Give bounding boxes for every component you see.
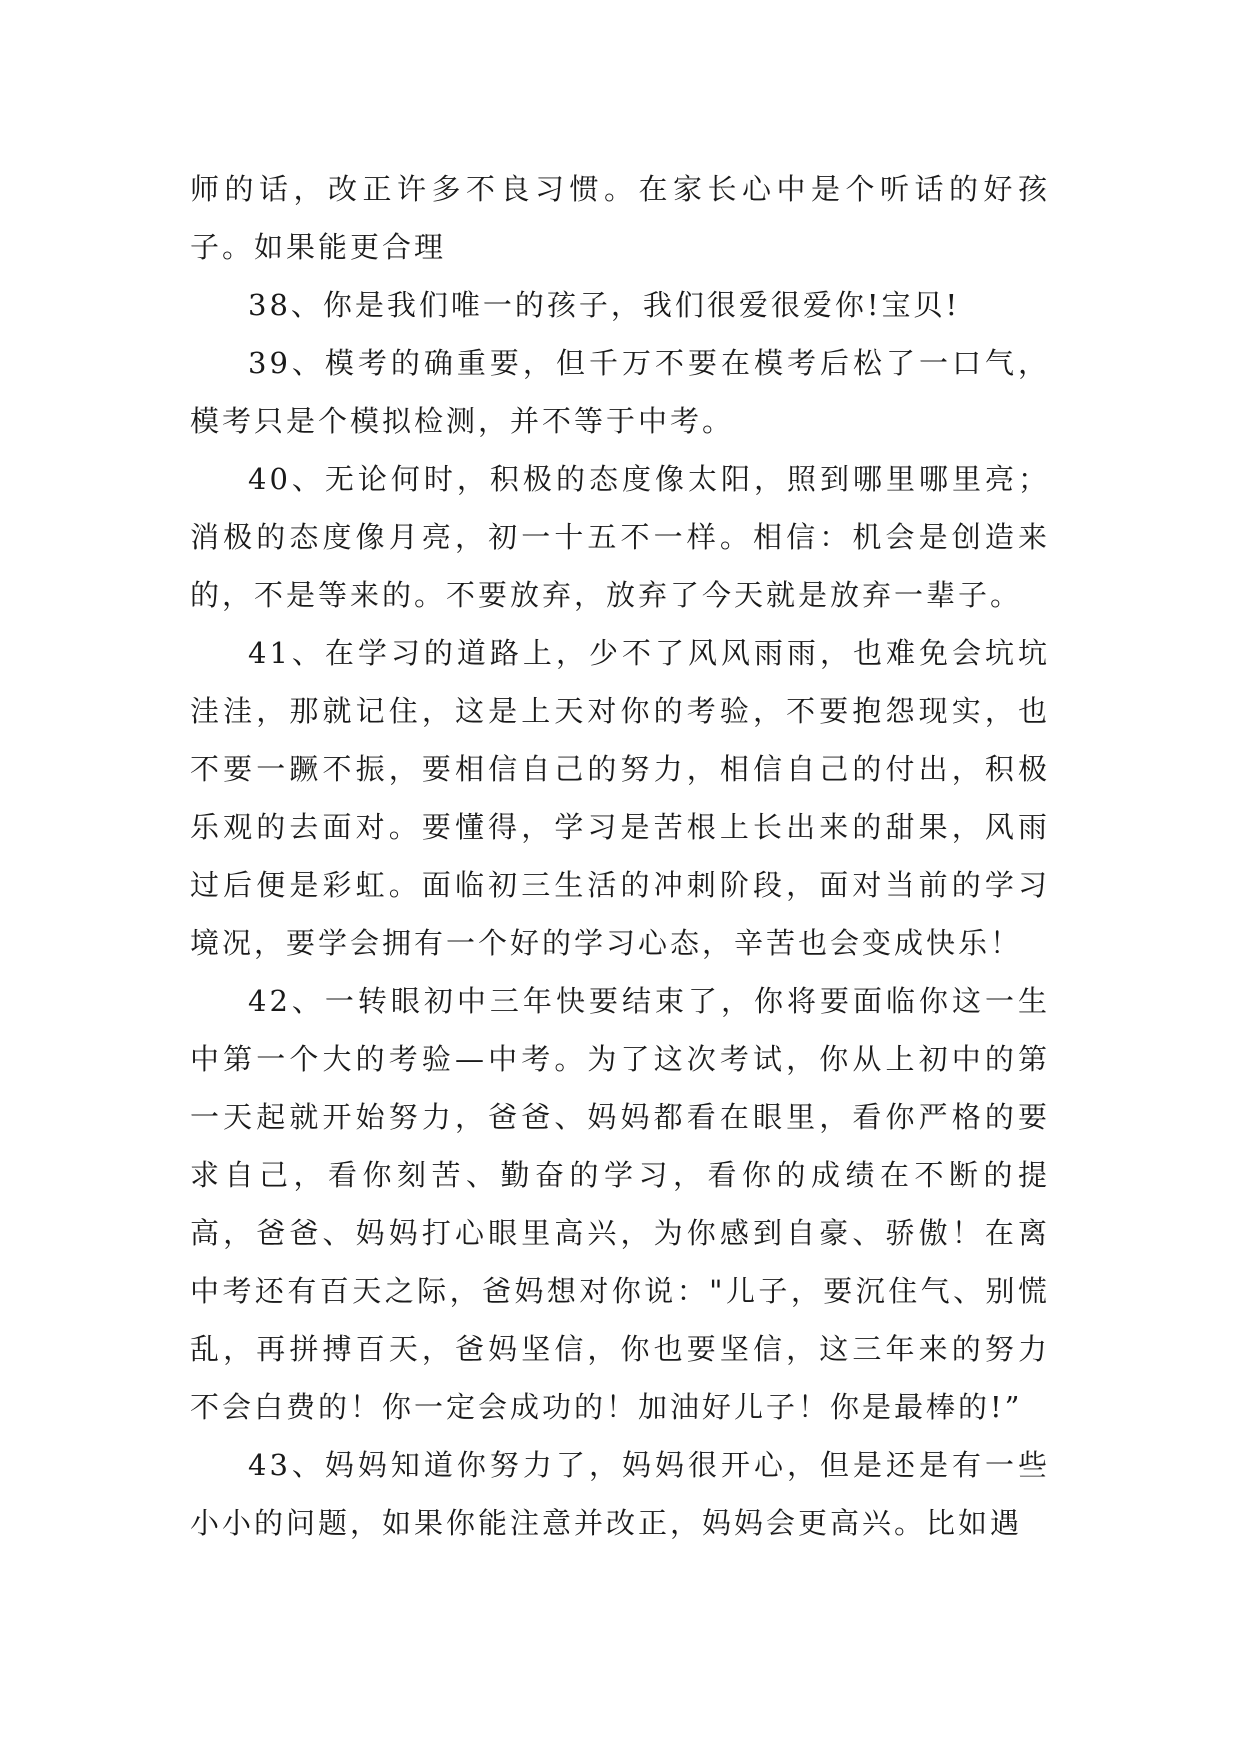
paragraph-38: 38、你是我们唯一的孩子，我们很爱很爱你!宝贝! <box>248 288 961 322</box>
paragraph-42: 42、一转眼初中三年快要结束了，你将要面临你这一生中第一个大的考验—中考。为了这次考试，你从上初中的第一天起就开始努力，爸爸、妈妈都看在眼里，看你严格的要求自己，看你刻苦、勤奋的学习，看你的成绩在不断的提高，爸爸、妈妈打心眼里高兴，为你感到自豪、骄傲！在离中考还有百天之际，爸妈想对你说："儿子，要沉住气、别慌乱，再拼搏百天，爸妈坚信，你也要坚信，这三年来的努力不会白费的！你一定会成功的！加油好儿子！你是最棒的!” <box>190 984 1050 1424</box>
paragraph-43: 43、妈妈知道你努力了，妈妈很开心，但是还是有一些小小的问题，如果你能注意并改正，妈妈会更高兴。比如遇 <box>190 1448 1050 1540</box>
paragraph-continuation: 师的话，改正许多不良习惯。在家长心中是个听话的好孩子。如果能更合理 <box>190 172 1050 264</box>
paragraph-41: 41、在学习的道路上，少不了风风雨雨，也难免会坑坑洼洼，那就记住，这是上天对你的考验，不要抱怨现实，也不要一蹶不振，要相信自己的努力，相信自己的付出，积极乐观的去面对。要懂得，学习是苦根上长出来的甜果，风雨过后便是彩虹。面临初三生活的冲刺阶段，面对当前的学习境况，要学会拥有一个好的学习心态，辛苦也会变成快乐！ <box>190 636 1050 960</box>
document-body <box>190 160 1050 1552</box>
paragraph-40: 40、无论何时，积极的态度像太阳，照到哪里哪里亮；消极的态度像月亮，初一十五不一样。相信：机会是创造来的，不是等来的。不要放弃，放弃了今天就是放弃一辈子。 <box>190 462 1050 612</box>
paragraph-39: 39、模考的确重要，但千万不要在模考后松了一口气，模考只是个模拟检测，并不等于中考。 <box>190 346 1050 438</box>
